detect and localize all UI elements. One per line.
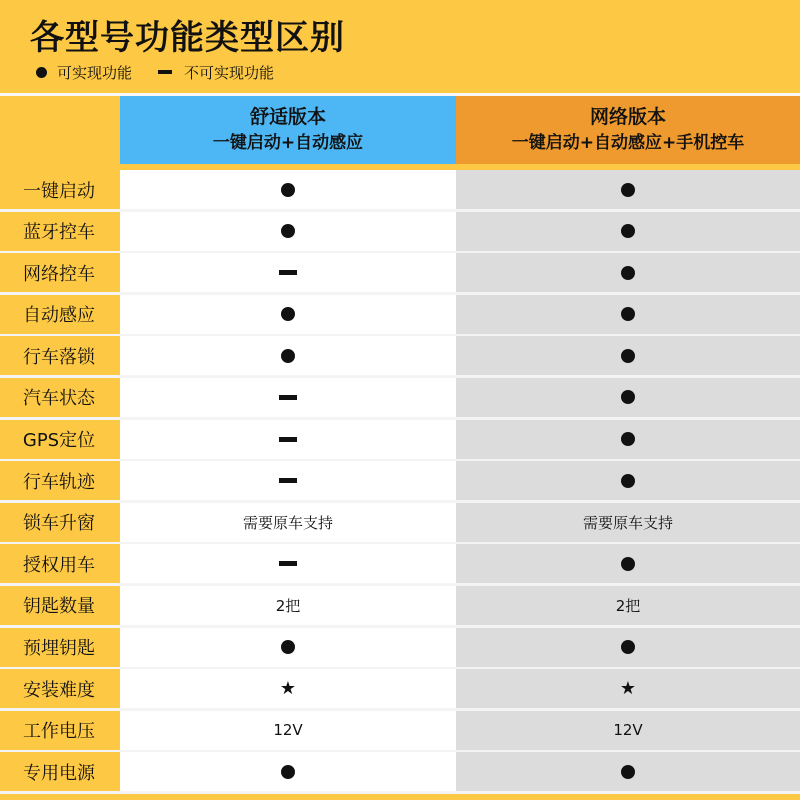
dot-icon [621,224,635,238]
row-label: 授权用车 [0,544,118,583]
cell-comfort [120,378,456,417]
dot-icon [621,432,635,446]
dash-icon [279,395,297,400]
dot-icon [621,765,635,779]
dash-icon [279,437,297,442]
cell-comfort [120,669,456,708]
cell-value: 12V [273,721,303,740]
cell-network [456,420,800,459]
cell-comfort [120,295,456,334]
table-row [0,420,800,462]
dot-icon [621,640,635,654]
feature-table [0,170,800,794]
dash-icon [279,478,297,483]
table-row [0,669,800,711]
row-label: 工作电压 [0,711,118,750]
dot-icon [281,765,295,779]
table-row [0,503,800,545]
star-icon: ★ [279,677,297,699]
dot-icon [281,183,295,197]
cell-value: 2把 [615,596,641,615]
column-subtitle: 一键启动+自动感应 [212,133,364,153]
table-row [0,295,800,337]
cell-comfort [120,711,456,750]
dot-icon [621,266,635,280]
cell-network [456,544,800,583]
row-label: 行车轨迹 [0,461,118,500]
table-row [0,711,800,753]
row-label: 网络控车 [0,253,118,292]
cell-value: 需要原车支持 [242,513,333,532]
cell-comfort [120,336,456,375]
dot-icon [36,67,47,78]
row-label: GPS定位 [0,420,118,459]
cell-network [456,212,800,251]
legend [36,60,274,84]
legend-yes-label: 可实现功能 [57,63,133,82]
cell-comfort [120,420,456,459]
dot-icon [621,390,635,404]
row-label: 锁车升窗 [0,503,118,542]
dot-icon [281,349,295,363]
row-divider [0,791,800,794]
cell-comfort [120,212,456,251]
cell-comfort [120,170,456,209]
row-label: 安装难度 [0,669,118,708]
row-label: 一键启动 [0,170,118,209]
dot-icon [621,307,635,321]
table-row [0,336,800,378]
cell-network [456,253,800,292]
table-row [0,212,800,254]
table-row [0,253,800,295]
column-subtitle: 一键启动+自动感应+手机控车 [511,133,745,153]
cell-network [456,378,800,417]
table-row [0,378,800,420]
row-label: 专用电源 [0,752,118,791]
dot-icon [621,183,635,197]
cell-comfort [120,253,456,292]
cell-network [456,586,800,625]
cell-comfort [120,628,456,667]
cell-network [456,170,800,209]
star-icon: ★ [619,677,637,699]
row-label: 预埋钥匙 [0,628,118,667]
page-title: 各型号功能类型区别 [30,18,345,58]
column-header-comfort [120,96,456,164]
row-label: 汽车状态 [0,378,118,417]
dot-icon [281,224,295,238]
table-row [0,461,800,503]
dot-icon [281,640,295,654]
dash-icon [279,561,297,566]
dot-icon [621,557,635,571]
column-name: 网络版本 [589,106,666,128]
cell-comfort [120,461,456,500]
dash-icon [158,70,172,74]
cell-network [456,461,800,500]
row-label: 行车落锁 [0,336,118,375]
table-row [0,544,800,586]
table-row [0,170,800,212]
header-banner [0,0,800,96]
table-row [0,628,800,670]
column-name: 舒适版本 [249,106,326,128]
cell-network [456,628,800,667]
dash-icon [279,270,297,275]
table-row [0,752,800,794]
cell-comfort [120,544,456,583]
cell-network [456,752,800,791]
cell-network [456,711,800,750]
table-row [0,586,800,628]
cell-network [456,295,800,334]
cell-network [456,336,800,375]
row-label: 自动感应 [0,295,118,334]
row-label: 钥匙数量 [0,586,118,625]
dot-icon [621,349,635,363]
column-header-network [456,96,800,164]
cell-network [456,669,800,708]
cell-value: 12V [613,721,643,740]
cell-comfort [120,752,456,791]
cell-comfort [120,586,456,625]
row-label: 蓝牙控车 [0,212,118,251]
cell-value: 2把 [275,596,301,615]
dot-icon [621,474,635,488]
legend-no-label: 不可实现功能 [184,63,275,82]
dot-icon [281,307,295,321]
cell-network [456,503,800,542]
cell-comfort [120,503,456,542]
cell-value: 需要原车支持 [582,513,673,532]
